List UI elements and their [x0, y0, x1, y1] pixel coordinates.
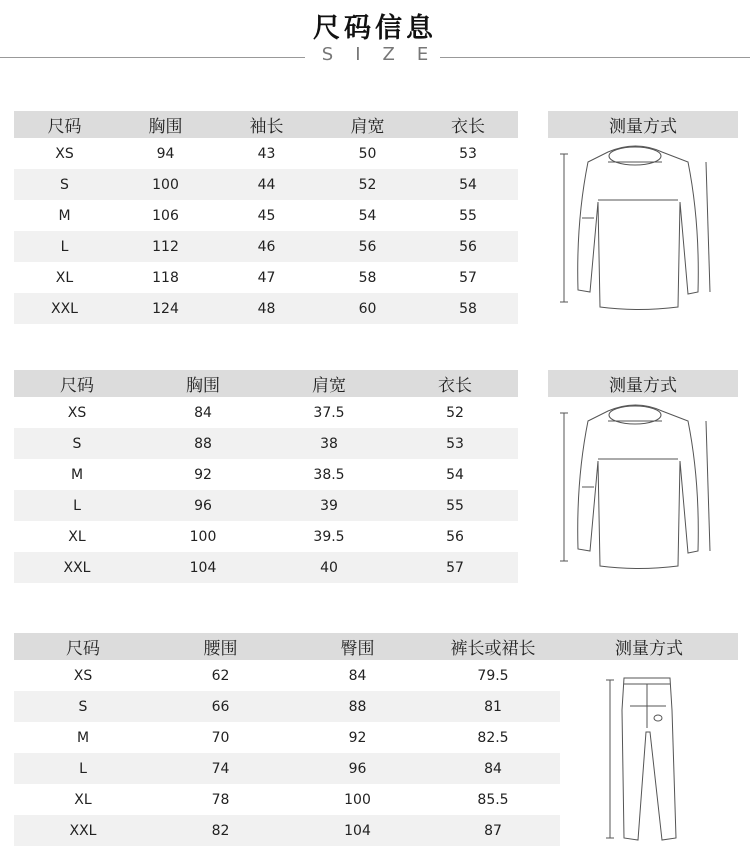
table-cell: 88: [348, 698, 367, 715]
size-cell: XXL: [63, 559, 91, 576]
size-cell: XS: [55, 145, 74, 162]
column-header: 尺码: [47, 117, 82, 137]
table-cell: 104: [189, 559, 217, 576]
table-cell: 70: [211, 729, 230, 746]
size-cell: XL: [55, 269, 74, 286]
table-row: [14, 293, 518, 324]
table-cell: 43: [257, 145, 276, 162]
column-header: 肩宽: [350, 117, 385, 137]
column-header: 胸围: [148, 117, 183, 137]
size-cell: S: [72, 435, 82, 452]
page-title: 尺码信息: [313, 13, 437, 44]
table-cell: 38.5: [313, 466, 345, 483]
table-header: [14, 370, 518, 397]
table-cell: 60: [358, 300, 377, 317]
column-header: 肩宽: [312, 376, 346, 396]
table-row: [14, 231, 518, 262]
table-cell: 78: [211, 791, 230, 808]
table-cell: 58: [358, 269, 377, 286]
table-row: [14, 169, 518, 200]
measure-method-header: 测量方式: [560, 633, 738, 660]
table-cell: 39.5: [313, 528, 345, 545]
column-header: 衣长: [438, 376, 472, 396]
table-cell: 52: [446, 404, 464, 421]
table-cell: 55: [446, 497, 464, 514]
column-header: 裤长或裙长: [450, 639, 536, 659]
table-cell: 84: [484, 760, 502, 777]
table-row: [14, 815, 560, 846]
table-cell: 84: [194, 404, 212, 421]
table-cell: 82: [211, 822, 230, 839]
size-cell: M: [70, 466, 84, 483]
column-header: 腰围: [203, 639, 238, 659]
table-cell: 57: [459, 269, 477, 286]
table-row: [14, 459, 518, 490]
table-cell: 55: [459, 207, 477, 224]
table-cell: 112: [152, 238, 179, 255]
size-cell: XXL: [51, 300, 78, 317]
table-row: [14, 200, 518, 231]
size-cell: L: [60, 238, 69, 255]
table-cell: 53: [446, 435, 464, 452]
table-cell: 62: [211, 667, 230, 684]
size-cell: S: [60, 176, 69, 193]
table-row: [14, 138, 518, 169]
table-cell: 82.5: [477, 729, 509, 746]
table-cell: 56: [446, 528, 464, 545]
table-row: [14, 552, 518, 583]
table-cell: 94: [156, 145, 175, 162]
table-row: [14, 262, 518, 293]
size-cell: L: [79, 760, 87, 777]
table-cell: 118: [152, 269, 179, 286]
size-cell: XL: [68, 528, 86, 545]
size-cell: M: [58, 207, 71, 224]
column-header: 臀围: [340, 639, 375, 659]
size-cell: M: [76, 729, 90, 746]
size-cell: XL: [74, 791, 92, 808]
table-cell: 79.5: [477, 667, 509, 684]
long-sleeve-top-diagram: [548, 401, 728, 576]
size-cell: XXL: [69, 822, 97, 839]
table-cell: 47: [257, 269, 276, 286]
size-cell: S: [78, 698, 88, 715]
table-cell: 50: [358, 145, 377, 162]
table-row: [14, 722, 560, 753]
table-cell: 53: [459, 145, 477, 162]
table-row: [14, 660, 560, 691]
table-cell: 92: [194, 466, 212, 483]
table-cell: 57: [446, 559, 464, 576]
table-cell: 48: [257, 300, 276, 317]
table-cell: 100: [344, 791, 371, 808]
table-cell: 52: [358, 176, 377, 193]
table-cell: 54: [459, 176, 477, 193]
table-cell: 84: [348, 667, 367, 684]
table-header: [14, 633, 560, 660]
table-cell: 96: [348, 760, 367, 777]
table-row: [14, 397, 518, 428]
long-sleeve-top-diagram: [548, 142, 728, 317]
table-cell: 85.5: [477, 791, 509, 808]
column-header: 衣长: [451, 117, 485, 137]
table-cell: 40: [320, 559, 338, 576]
table-cell: 38: [320, 435, 338, 452]
table-row: [14, 521, 518, 552]
table-cell: 54: [358, 207, 377, 224]
table-cell: 39: [320, 497, 338, 514]
table-cell: 56: [459, 238, 477, 255]
table-cell: 74: [211, 760, 230, 777]
column-header: 尺码: [60, 376, 94, 396]
table-cell: 66: [211, 698, 230, 715]
column-header: 胸围: [186, 376, 220, 396]
table-cell: 46: [257, 238, 276, 255]
table-row: [14, 428, 518, 459]
table-cell: 96: [194, 497, 212, 514]
table-cell: 124: [152, 300, 179, 317]
measure-method-header: 测量方式: [548, 111, 738, 138]
table-cell: 44: [257, 176, 276, 193]
table-cell: 87: [484, 822, 502, 839]
table-cell: 104: [344, 822, 371, 839]
pants-diagram: [598, 670, 688, 845]
table-cell: 56: [358, 238, 377, 255]
size-cell: XS: [67, 404, 87, 421]
table-cell: 54: [446, 466, 464, 483]
table-cell: 92: [348, 729, 367, 746]
table-row: [14, 691, 560, 722]
size-cell: L: [73, 497, 81, 514]
table-cell: 58: [459, 300, 477, 317]
table-row: [14, 753, 560, 784]
table-cell: 106: [152, 207, 179, 224]
table-header: [14, 111, 518, 138]
table-cell: 45: [257, 207, 276, 224]
table-cell: 88: [194, 435, 212, 452]
table-row: [14, 784, 560, 815]
measure-method-header: 测量方式: [548, 370, 738, 397]
table-cell: 100: [152, 176, 179, 193]
page-subtitle: SIZE: [321, 44, 451, 65]
table-cell: 81: [484, 698, 502, 715]
size-cell: XS: [73, 667, 93, 684]
table-cell: 37.5: [313, 404, 345, 421]
table-cell: 100: [189, 528, 217, 545]
table-row: [14, 490, 518, 521]
column-header: 袖长: [249, 117, 284, 137]
column-header: 尺码: [66, 639, 100, 659]
